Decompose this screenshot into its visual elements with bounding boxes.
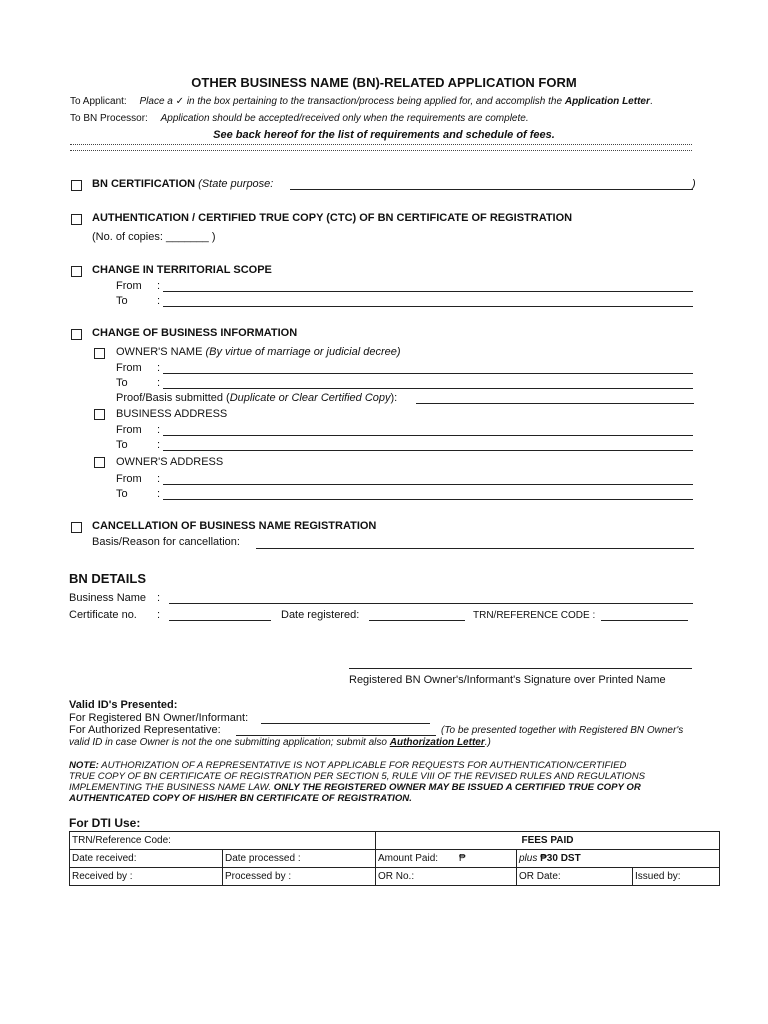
trn-cell[interactable]: TRN/Reference Code: [70, 832, 376, 850]
owner-address-checkbox[interactable] [94, 457, 105, 468]
fees-paid-header: FEES PAID [376, 832, 720, 850]
or-no-cell[interactable]: OR No.: [376, 868, 517, 886]
owner-id-field[interactable] [261, 723, 430, 724]
cancellation-checkbox[interactable] [71, 522, 82, 533]
date-received-cell[interactable]: Date received: [70, 850, 223, 868]
territorial-checkbox[interactable] [71, 266, 82, 277]
note-line-1: NOTE: AUTHORIZATION OF A REPRESENTATIVE IS NOT APPLICABLE FOR REQUESTS FOR AUTHENTICATION/CERTIFIED [69, 760, 627, 771]
check-mark-icon: ✓ [175, 96, 185, 107]
dti-heading: For DTI Use: [69, 816, 141, 830]
signature-label: Registered BN Owner's/Informant's Signature over Printed Name [349, 674, 666, 686]
valid-ids-heading: Valid ID's Presented: [69, 699, 178, 711]
owner-name-checkbox[interactable] [94, 348, 105, 359]
rep-id-field[interactable] [236, 735, 436, 736]
territorial-label: CHANGE IN TERRITORIAL SCOPE [92, 264, 272, 276]
dti-table [69, 831, 720, 886]
business-address-from-field[interactable] [163, 435, 693, 436]
business-name-field[interactable] [169, 603, 693, 604]
business-address-checkbox[interactable] [94, 409, 105, 420]
ctc-copies: (No. of copies: _______ ) [92, 231, 216, 243]
note-line-3: IMPLEMENTING THE BUSINESS NAME LAW. ONLY THE REGISTERED OWNER MAY BE ISSUED A CERTIFIED TRUE COPY OR [69, 782, 641, 793]
owner-name-to-field[interactable] [163, 388, 693, 389]
change-info-label: CHANGE OF BUSINESS INFORMATION [92, 327, 298, 339]
date-processed-cell[interactable]: Date processed : [223, 850, 376, 868]
processed-by-cell[interactable]: Processed by : [223, 868, 376, 886]
date-registered-field[interactable] [369, 620, 465, 621]
bn-details-heading: BN DETAILS [69, 571, 147, 586]
table-row [70, 850, 720, 868]
form-title: OTHER BUSINESS NAME (BN)-RELATED APPLICATION FORM [191, 75, 577, 90]
owner-name-from-field[interactable] [163, 373, 693, 374]
certificate-no-field[interactable] [169, 620, 271, 621]
business-address-to-field[interactable] [163, 450, 693, 451]
certification-checkbox[interactable] [71, 180, 82, 191]
issued-by-cell[interactable]: Issued by: [633, 868, 720, 886]
or-date-cell[interactable]: OR Date: [517, 868, 633, 886]
cancellation-label: CANCELLATION OF BUSINESS NAME REGISTRATION [92, 520, 377, 532]
signature-line[interactable] [349, 668, 692, 669]
cancellation-reason-label: Basis/Reason for cancellation: [92, 536, 240, 548]
applicant-instruction: To Applicant: Place a ✓ in the box pertaining to the transaction/process being applied for, and accomplish the Application Letter. [70, 96, 653, 107]
note-line-4: AUTHENTICATED COPY OF HIS/HER BN CERTIFICATE OF REGISTRATION. [69, 793, 412, 804]
owner-address-from-field[interactable] [163, 484, 693, 485]
certification-label: BN CERTIFICATION (State purpose: [92, 178, 274, 190]
owner-name-label: OWNER'S NAME (By virtue of marriage or judicial decree) [116, 346, 401, 358]
separator [70, 144, 692, 151]
cancellation-reason-field[interactable] [256, 548, 694, 549]
amount-paid-cell[interactable]: Amount Paid: ₱ [376, 850, 517, 868]
table-row [70, 868, 720, 886]
proof-field[interactable] [416, 403, 694, 404]
ctc-label: AUTHENTICATION / CERTIFIED TRUE COPY (CTC) OF BN CERTIFICATE OF REGISTRATION [92, 212, 573, 224]
table-row [70, 832, 720, 850]
owner-address-label: OWNER'S ADDRESS [116, 456, 224, 468]
ctc-checkbox[interactable] [71, 214, 82, 225]
purpose-field[interactable] [290, 189, 693, 190]
plus-dst-cell: plus ₱30 DST [517, 850, 720, 868]
business-address-label: BUSINESS ADDRESS [116, 408, 228, 420]
territorial-to-field[interactable] [163, 306, 693, 307]
note-line-2: TRUE COPY OF BN CERTIFICATE OF REGISTRATION PER SECTION 5, RULE VIII OF THE REVISED RULES AND REGULATIONS [69, 771, 646, 782]
territorial-from-field[interactable] [163, 291, 693, 292]
received-by-cell[interactable]: Received by : [70, 868, 223, 886]
change-info-checkbox[interactable] [71, 329, 82, 340]
back-note: See back hereof for the list of requirements and schedule of fees. [213, 129, 555, 141]
processor-instruction: To BN Processor: Application should be accepted/received only when the requirements are complete. [70, 113, 529, 124]
owner-address-to-field[interactable] [163, 499, 693, 500]
trn-field[interactable] [601, 620, 688, 621]
proof-label: Proof/Basis submitted (Duplicate or Clear Certified Copy): [116, 392, 398, 404]
